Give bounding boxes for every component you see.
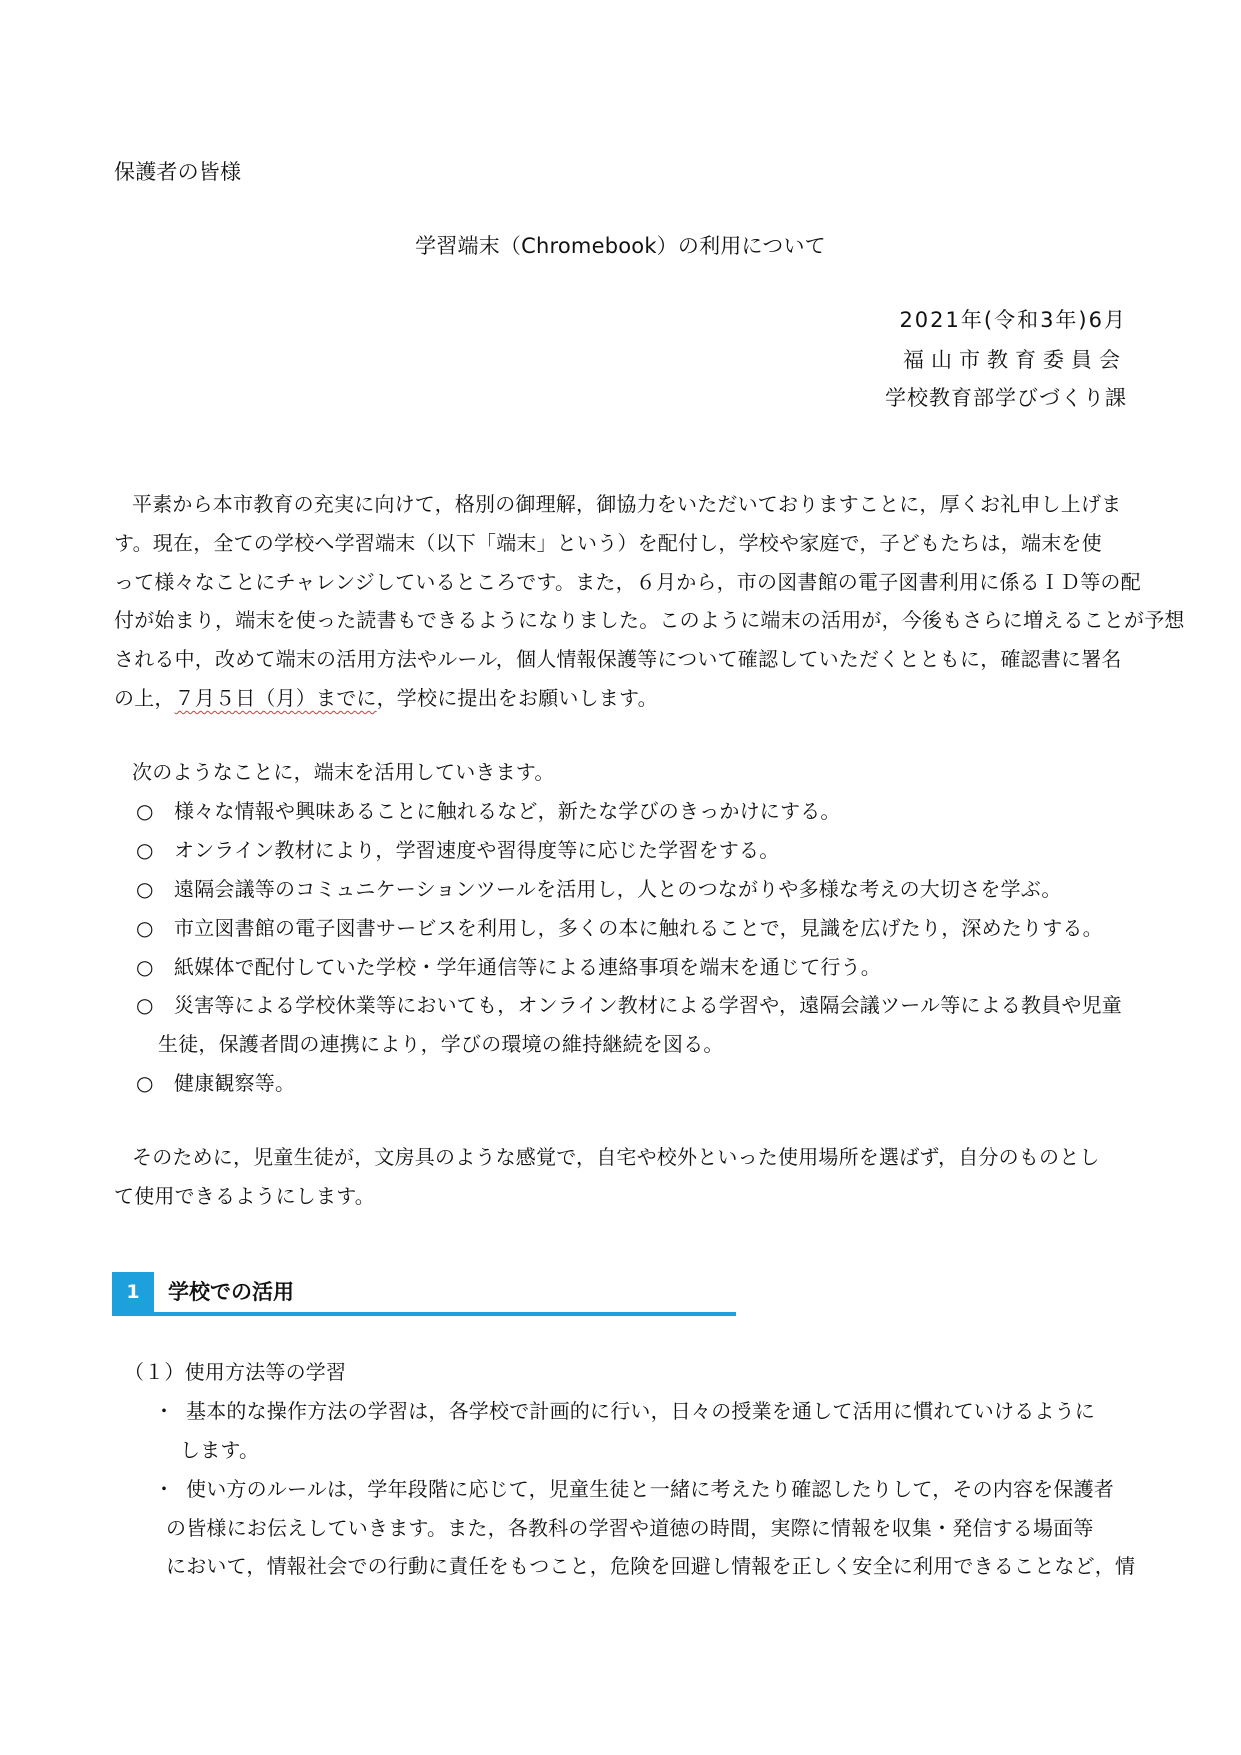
document-title: 学習端末（Chromebook）の利用について bbox=[415, 234, 826, 258]
circle-bullet-icon: ○ bbox=[136, 799, 154, 823]
list-item bbox=[136, 836, 779, 864]
bullet-continuation: します。 bbox=[180, 1438, 260, 1462]
list-item-text: 健康観察等。 bbox=[174, 1071, 296, 1095]
list-item bbox=[136, 953, 881, 981]
intro-line: 付が始まり，端末を使った読書もできるようになりました。このように端末の活用が，今後もさらに増えることが予想 bbox=[114, 608, 1185, 632]
bullet-continuation: の皆様にお伝えしていきます。また，各教科の学習や道徳の時間，実際に情報を収集・発信する場面等 bbox=[166, 1516, 1094, 1540]
list-item bbox=[136, 914, 1103, 942]
list-item-text: オンライン教材により，学習速度や習得度等に応じた学習をする。 bbox=[174, 838, 780, 862]
list-item-continuation: 生徒，保護者間の連携により，学びの環境の維持継続を図る。 bbox=[158, 1032, 724, 1056]
circle-bullet-icon: ○ bbox=[136, 838, 154, 862]
addressee: 保護者の皆様 bbox=[114, 160, 242, 184]
section-title: 学校での活用 bbox=[168, 1280, 294, 1304]
list-item bbox=[136, 875, 1062, 903]
circle-bullet-icon: ○ bbox=[136, 877, 154, 901]
list-item-text: 災害等による学校休業等においても，オンライン教材による学習や，遠隔会議ツール等による教員や児童 bbox=[174, 993, 1122, 1017]
intro-line: す。現在，全ての学校へ学習端末（以下「端末」という）を配付し，学校や家庭で，子どもたちは，端末を使 bbox=[114, 531, 1102, 555]
bullet-text: 使い方のルールは，学年段階に応じて，児童生徒と一緒に考えたり確認したりして，その内容を保護者 bbox=[186, 1477, 1114, 1501]
dot-bullet-icon: ・ bbox=[154, 1477, 175, 1501]
intro-text: ，学校に提出をお願いします。 bbox=[376, 686, 658, 710]
intro-line: って様々なことにチャレンジしているところです。また，６月から，市の図書館の電子図書利用に係るＩＤ等の配 bbox=[114, 570, 1141, 594]
bullet-text: 基本的な操作方法の学習は，各学校で計画的に行い，日々の授業を通して活用に慣れていけるように bbox=[186, 1399, 1095, 1423]
subsection-heading: （１）使用方法等の学習 bbox=[124, 1360, 347, 1384]
issuer-organization: 福山市教育委員会 bbox=[903, 348, 1127, 372]
section-rule bbox=[112, 1312, 736, 1316]
list-item bbox=[136, 1069, 295, 1097]
submission-deadline: ７月５日（月）までに bbox=[174, 686, 377, 710]
list-item-text: 紙媒体で配付していた学校・学年通信等による連絡事項を端末を通じて行う。 bbox=[174, 955, 881, 979]
list-item-text: 遠隔会議等のコミュニケーションツールを活用し，人とのつながりや多様な考えの大切さを学ぶ。 bbox=[174, 877, 1062, 901]
section-number: 1 bbox=[112, 1272, 154, 1312]
uses-lead: 次のようなことに，端末を活用していきます。 bbox=[132, 760, 555, 784]
circle-bullet-icon: ○ bbox=[136, 1071, 154, 1095]
closing-line: て使用できるようにします。 bbox=[114, 1184, 375, 1208]
intro-line: 平素から本市教育の充実に向けて，格別の御理解，御協力をいただいておりますことに，厚くお礼申し上げま bbox=[132, 492, 1122, 516]
circle-bullet-icon: ○ bbox=[136, 955, 154, 979]
circle-bullet-icon: ○ bbox=[136, 993, 154, 1017]
intro-line: される中，改めて端末の活用方法やルール，個人情報保護等について確認していただくとともに，確認書に署名 bbox=[114, 647, 1122, 671]
bullet-item bbox=[154, 1475, 1114, 1503]
list-item bbox=[136, 797, 841, 825]
circle-bullet-icon: ○ bbox=[136, 916, 154, 940]
section-header bbox=[112, 1272, 736, 1314]
list-item-text: 様々な情報や興味あることに触れるなど，新たな学びのきっかけにする。 bbox=[174, 799, 841, 823]
bullet-continuation: において，情報社会での行動に責任をもつこと，危険を回避し情報を正しく安全に利用できることなど，情 bbox=[166, 1554, 1136, 1578]
issuer-department: 学校教育部学びづくり課 bbox=[885, 386, 1127, 410]
list-item bbox=[136, 991, 1122, 1019]
closing-line: そのために，児童生徒が，文房具のような感覚で，自宅や校外といった使用場所を選ばず，自分のものとし bbox=[132, 1145, 1100, 1169]
intro-text: の上， bbox=[114, 686, 175, 710]
intro-line bbox=[114, 684, 658, 712]
bullet-item bbox=[154, 1397, 1095, 1425]
issue-date: 2021年(令和3年)6月 bbox=[899, 308, 1127, 332]
list-item-text: 市立図書館の電子図書サービスを利用し，多くの本に触れることで，見識を広げたり，深めたりする。 bbox=[174, 916, 1103, 940]
dot-bullet-icon: ・ bbox=[154, 1399, 175, 1423]
